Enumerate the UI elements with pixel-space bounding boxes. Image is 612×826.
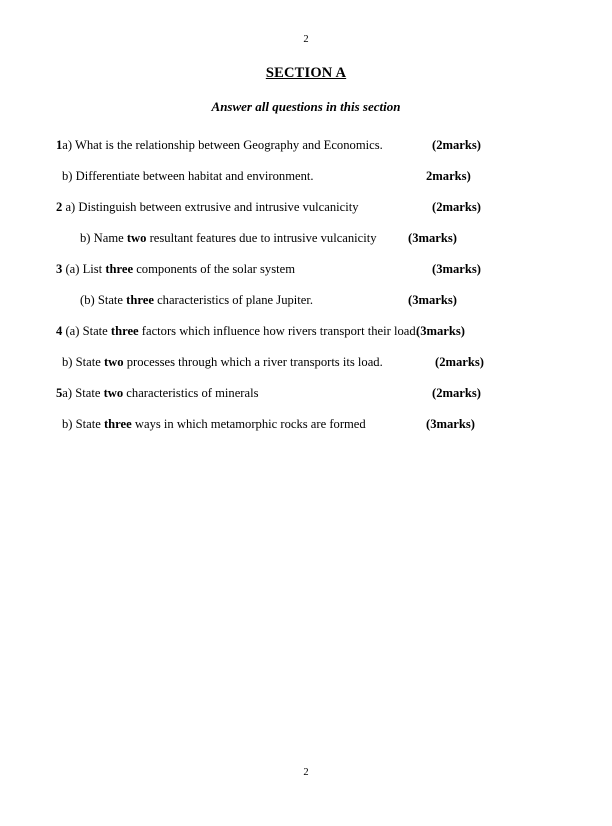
question-text-emphasis: 1 xyxy=(56,138,63,152)
question-text-segment: (b) State xyxy=(80,293,127,307)
section-heading: SECTION A xyxy=(265,65,347,81)
question-marks: (2marks) xyxy=(432,138,481,152)
question-text xyxy=(56,262,295,276)
question-text-segment: (a) List xyxy=(62,262,106,276)
question-text xyxy=(62,355,383,369)
question-row xyxy=(56,323,582,340)
question-row xyxy=(56,416,582,433)
question-text-emphasis: 3 xyxy=(56,262,63,276)
question-text-segment: resultant features due to intrusive vulcanicity xyxy=(146,231,377,245)
question-text-segment: b) Name xyxy=(80,231,127,245)
question-row xyxy=(56,168,582,185)
question-text-emphasis: two xyxy=(103,386,124,400)
question-text-segment: characteristics of minerals xyxy=(123,386,259,400)
question-text-emphasis: three xyxy=(110,324,139,338)
question-marks: (2marks) xyxy=(432,200,481,214)
question-text-emphasis: three xyxy=(126,293,154,307)
question-text-segment: b) State xyxy=(62,417,104,431)
question-text-segment: factors which influence how rivers transport their load. xyxy=(138,324,419,338)
question-text-segment: b) Differentiate between habitat and environment. xyxy=(62,169,314,183)
question-text-emphasis: two xyxy=(126,231,147,245)
section-instruction: Answer all questions in this section xyxy=(211,99,401,114)
question-text-segment: a) State xyxy=(62,386,104,400)
question-text-segment: characteristics of plane Jupiter. xyxy=(153,293,314,307)
question-marks: (3marks) xyxy=(416,324,465,338)
question-text-emphasis: 4 xyxy=(56,324,63,338)
question-row xyxy=(56,385,582,402)
question-text xyxy=(62,169,314,183)
question-text-segment: components of the solar system xyxy=(133,262,296,276)
question-marks: 2marks) xyxy=(426,169,471,183)
question-text xyxy=(80,231,377,245)
question-row xyxy=(56,199,582,216)
document-page xyxy=(0,34,612,826)
question-row xyxy=(56,137,582,154)
question-text-segment: (a) State xyxy=(62,324,111,338)
question-text xyxy=(56,200,359,214)
question-marks: (2marks) xyxy=(432,386,481,400)
question-row xyxy=(56,261,582,278)
question-marks: (2marks) xyxy=(435,355,484,369)
question-text-emphasis: three xyxy=(103,417,132,431)
question-row xyxy=(56,354,582,371)
question-list xyxy=(0,137,612,433)
question-text-segment: a) What is the relationship between Geography and Economics. xyxy=(62,138,383,152)
question-text-emphasis: 2 xyxy=(56,200,63,214)
question-text-emphasis: two xyxy=(103,355,124,369)
page-number-top: 2 xyxy=(303,34,309,45)
question-text-segment: ways in which metamorphic rocks are formed xyxy=(131,417,366,431)
page-number-bottom: 2 xyxy=(303,767,309,778)
question-text xyxy=(56,324,419,338)
question-text-segment: processes through which a river transports its load. xyxy=(123,355,383,369)
question-marks: (3marks) xyxy=(426,417,475,431)
question-text-emphasis: three xyxy=(105,262,134,276)
question-marks: (3marks) xyxy=(432,262,481,276)
question-text xyxy=(62,417,366,431)
question-text-segment: b) State xyxy=(62,355,104,369)
question-row xyxy=(56,292,582,309)
question-text xyxy=(56,386,258,400)
question-text-emphasis: 5 xyxy=(56,386,63,400)
question-marks: (3marks) xyxy=(408,231,457,245)
question-row xyxy=(56,230,582,247)
question-text-segment: a) Distinguish between extrusive and intrusive vulcanicity xyxy=(62,200,359,214)
question-text xyxy=(56,138,383,152)
question-text xyxy=(80,293,313,307)
question-marks: (3marks) xyxy=(408,293,457,307)
